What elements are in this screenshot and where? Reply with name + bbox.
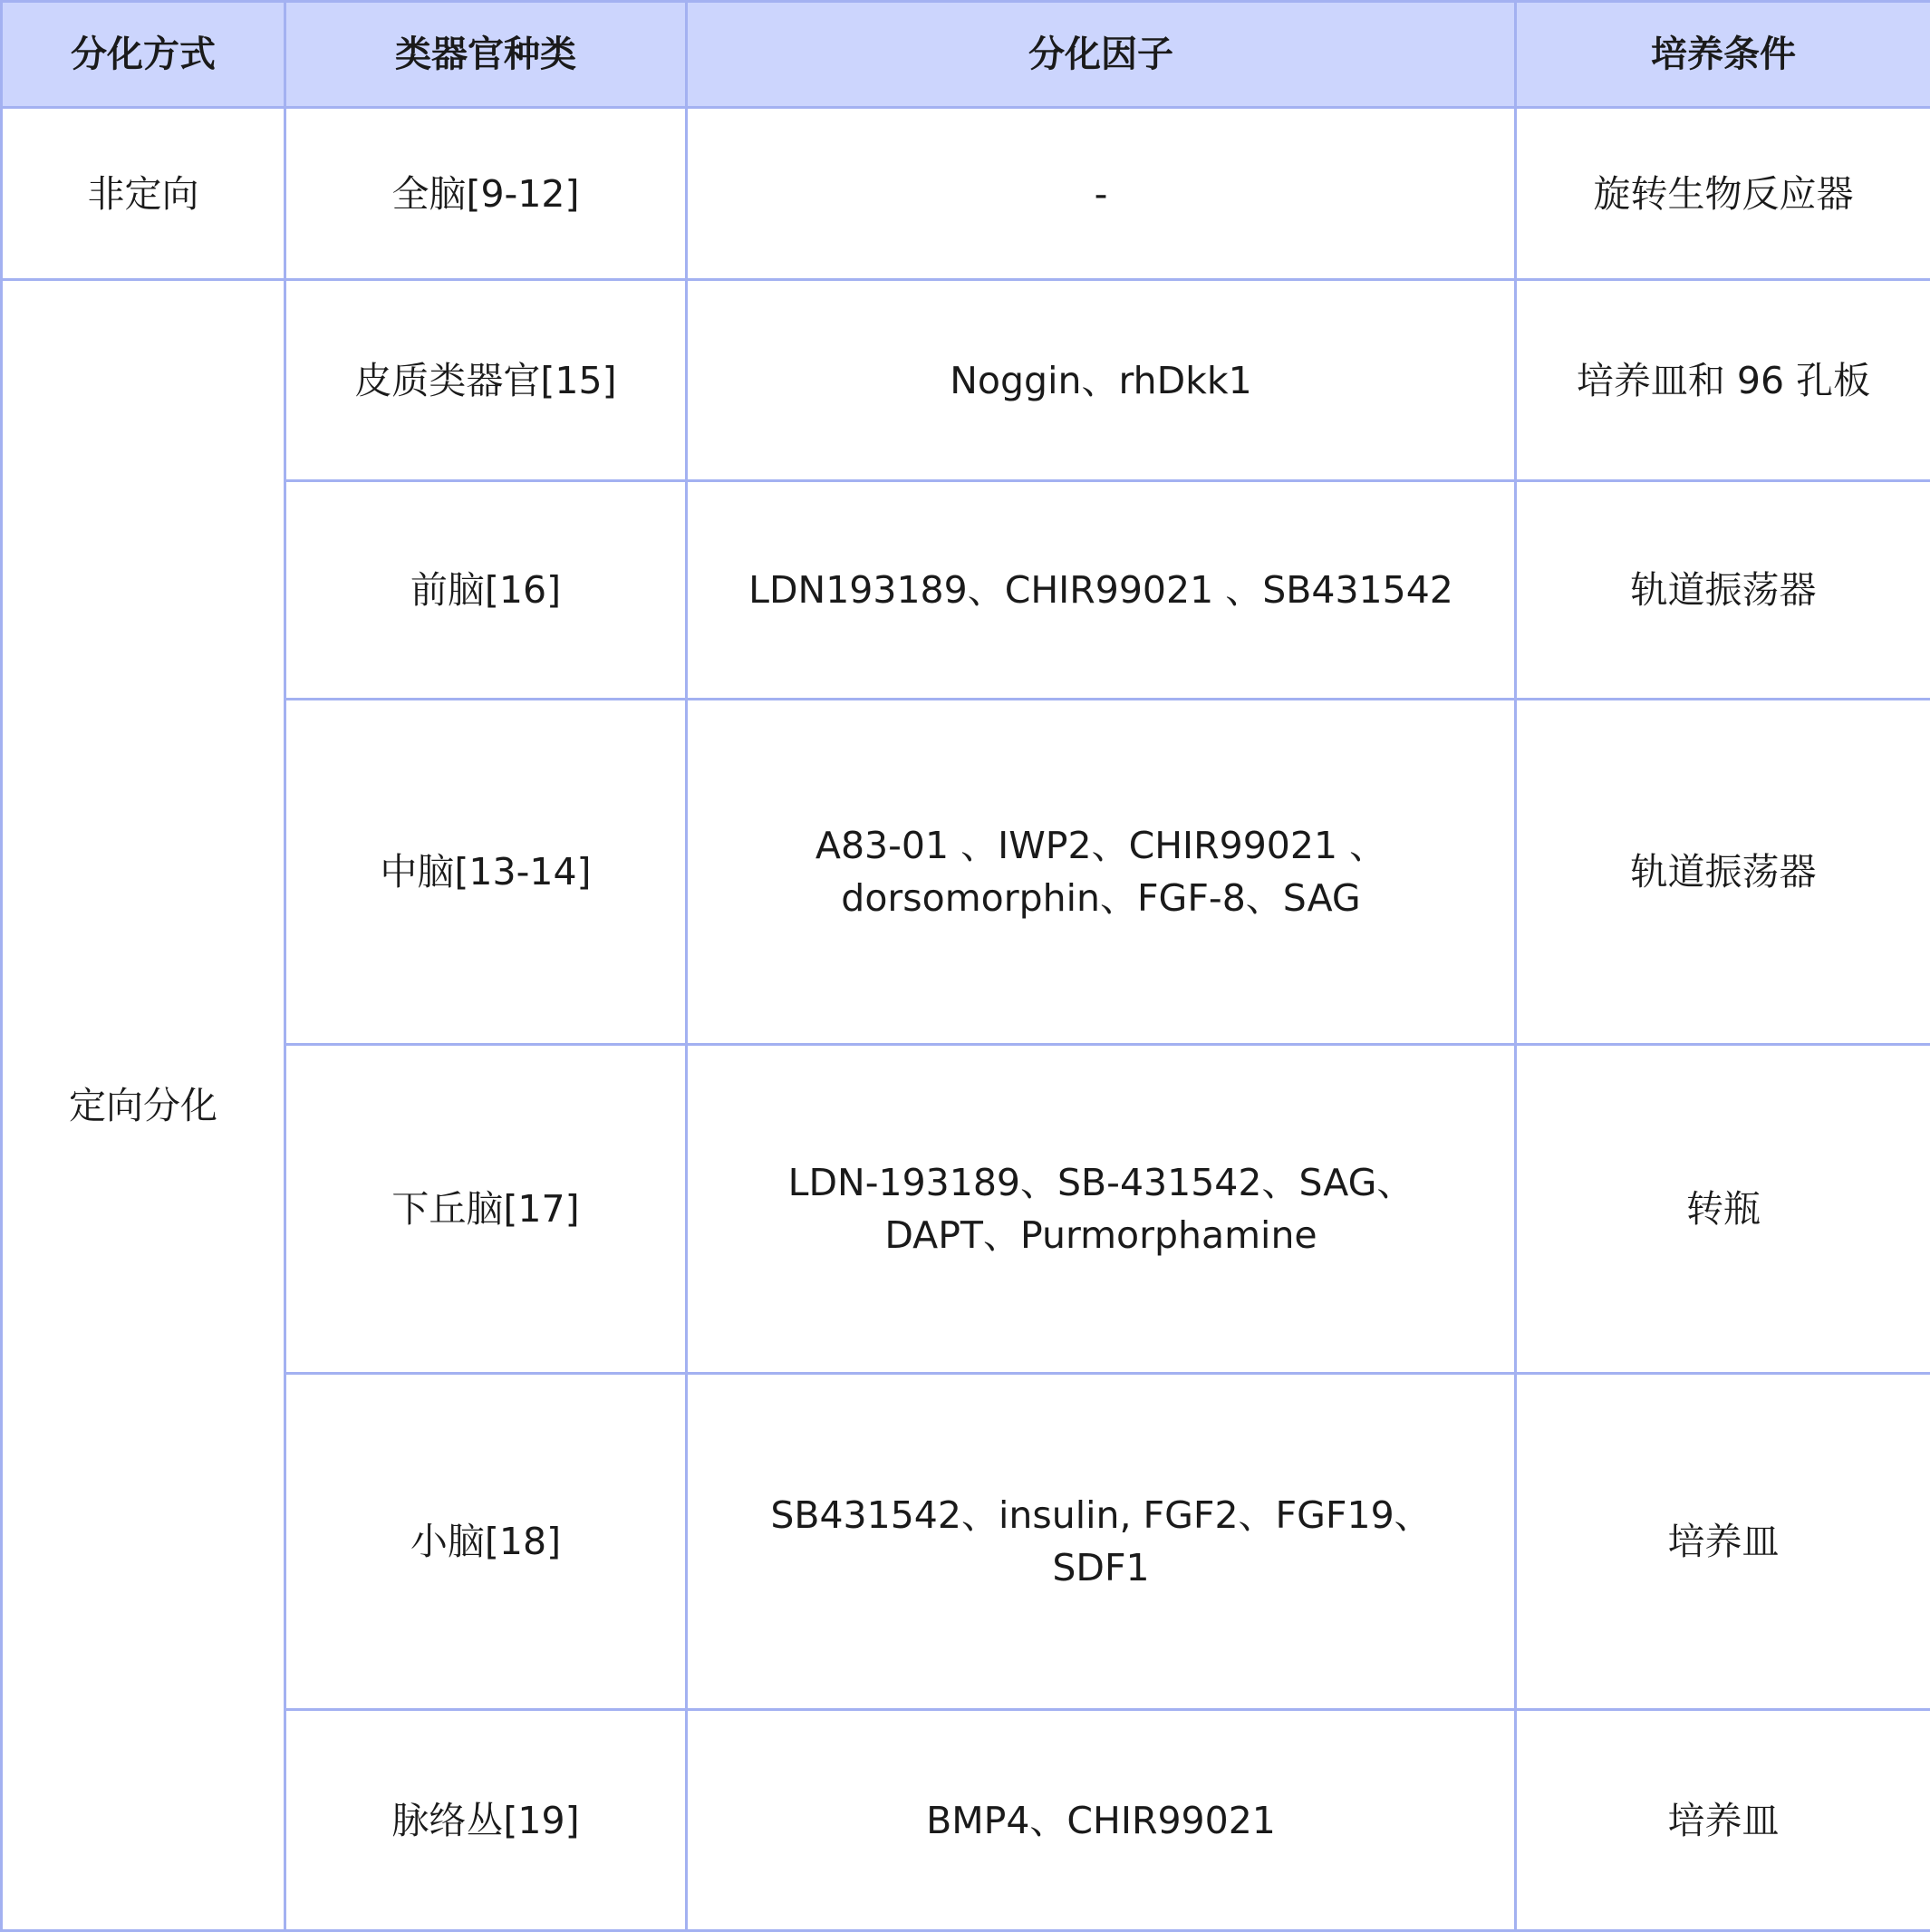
header-method: 分化方式: [2, 2, 285, 108]
factors-cell: [687, 280, 1516, 481]
factors-text: LDN-193189、SB-431542、SAG、DAPT、Purmorphamine: [757, 1156, 1445, 1261]
organoid-cell: 小脑[18]: [285, 1374, 687, 1710]
culture-cell: 旋转生物反应器: [1516, 108, 1930, 280]
culture-cell: 培养皿: [1516, 1374, 1930, 1710]
factors-cell: [687, 481, 1516, 700]
organoid-cell: 全脑[9-12]: [285, 108, 687, 280]
culture-cell: 轨道振荡器: [1516, 481, 1930, 700]
factors-cell: [687, 1045, 1516, 1374]
method-cell-non-directed: 非定向: [2, 108, 285, 280]
culture-cell: 培养皿和 96 孔板: [1516, 280, 1930, 481]
header-row: [2, 2, 1930, 108]
factors-cell: [687, 700, 1516, 1045]
table-row: [2, 1374, 1930, 1710]
culture-cell: 转瓶: [1516, 1045, 1930, 1374]
organoid-cell: 下丘脑[17]: [285, 1045, 687, 1374]
factors-cell: [687, 1374, 1516, 1710]
factors-text: A83-01 、IWP2、CHIR99021 、 dorsomorphin、FGF-8、SAG: [729, 819, 1472, 924]
table-row: [2, 108, 1930, 280]
table-row: [2, 1045, 1930, 1374]
method-cell-directed: 定向分化: [2, 280, 285, 1931]
factors-text: SB431542、insulin, FGF2、FGF19、SDF1: [757, 1489, 1445, 1594]
culture-cell: 轨道振荡器: [1516, 700, 1930, 1045]
table-row: [2, 280, 1930, 481]
factors-text: Noggin、rhDkk1: [950, 354, 1251, 407]
table-row: [2, 481, 1930, 700]
factors-text: LDN193189、CHIR99021 、SB431542: [748, 564, 1453, 616]
table-row: [2, 700, 1930, 1045]
organoid-cell: 皮质类器官[15]: [285, 280, 687, 481]
factors-cell: [687, 1710, 1516, 1931]
factors-cell: -: [687, 108, 1516, 280]
header-organoid-type: 类器官种类: [285, 2, 687, 108]
table-row: [2, 1710, 1930, 1931]
organoid-cell: 前脑[16]: [285, 481, 687, 700]
header-culture: 培养条件: [1516, 2, 1930, 108]
factors-text: BMP4、CHIR99021: [926, 1794, 1276, 1847]
organoid-cell: 脉络丛[19]: [285, 1710, 687, 1931]
culture-cell: 培养皿: [1516, 1710, 1930, 1931]
header-factors: 分化因子: [687, 2, 1516, 108]
organoid-cell: 中脑[13-14]: [285, 700, 687, 1045]
